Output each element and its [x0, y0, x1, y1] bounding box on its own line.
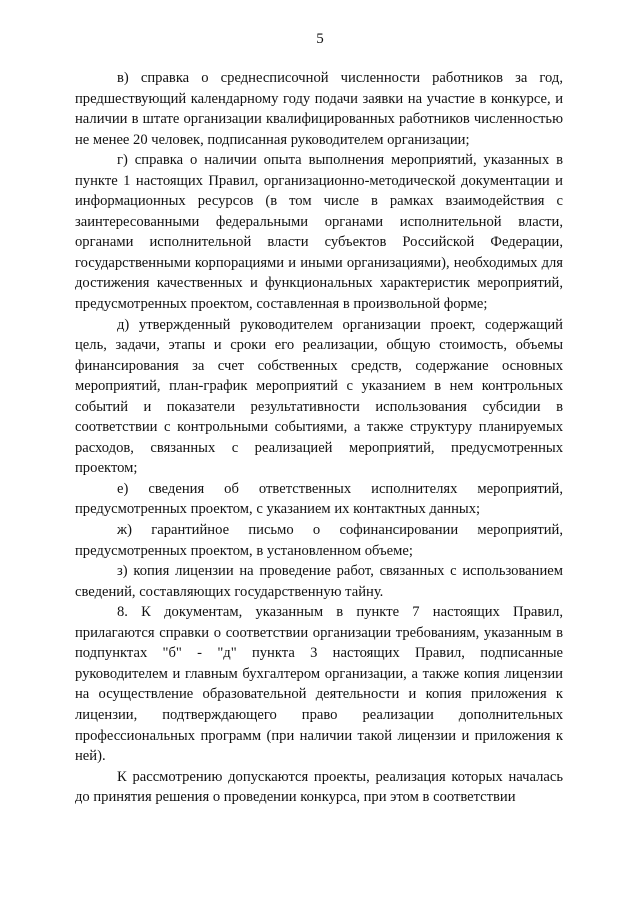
paragraph-v-staff-certificate: в) справка о среднесписочной численности работников за год, предшествующий календарному году подачи заявки на участие в конкурсе, и наличии в штате организации квалифицированных работников численностью не менее 20 человек, подписанная руководителем организации; [75, 70, 563, 148]
paragraph-8-attachments: 8. К документам, указанным в пункте 7 настоящих Правил, прилагаются справки о соответствии организации требованиям, указанным в подпунктах "б" - "д" пункта 3 настоящих Правил, подписанные руководителем и главным бухгалтером организации, а также копия лицензии на осуществление образовательной деятельности и копия приложения к лицензии, подтверждающего право реализации дополнительных профессиональных программ (при наличии такой лицензии и приложения к ней). [75, 604, 563, 765]
paragraph-z-license-copy: з) копия лицензии на проведение работ, связанных с использованием сведений, составляющих государственную тайну. [75, 563, 563, 600]
paragraph-e-responsible-executors: е) сведения об ответственных исполнителях мероприятий, предусмотренных проектом, с указанием их контактных данных; [75, 480, 563, 518]
page-number: 5 [316, 31, 324, 47]
paragraph-g-experience-certificate: г) справка о наличии опыта выполнения мероприятий, указанных в пункте 1 настоящих Правил, организационно-методической документации и информационных ресурсов (в том числе в рамках взаимодействия с заинтересованными федеральными органами исполнительной власти, органами исполнительной власти субъектов Российской Федерации, государственными корпорациями и иными организациями), необходимых для достижения качественных и функциональных характеристик мероприятий, предусмотренных проектом, составленная в произвольной форме; [75, 152, 563, 313]
paragraph-zh-guarantee-letter: ж) гарантийное письмо о софинансировании мероприятий, предусмотренных проектом, в установленном объеме; [75, 522, 563, 559]
paragraph-d-approved-project: д) утвержденный руководителем организации проект, содержащий цель, задачи, этапы и сроки его реализации, общую стоимость, объемы финансирования за счет собственных средств, содержание основных мероприятий, план-график мероприятий с указанием в нем контрольных событий и показатели результативности использования субсидии в соответствии с контрольными событиями, а также структуру планируемых расходов, связанных с реализацией мероприятий, предусмотренных проектом; [75, 316, 563, 477]
document-body [75, 68, 563, 808]
paragraph-admission-conditions: К рассмотрению допускаются проекты, реализация которых началась до принятия решения о проведении конкурса, при этом в соответствии [75, 768, 563, 806]
